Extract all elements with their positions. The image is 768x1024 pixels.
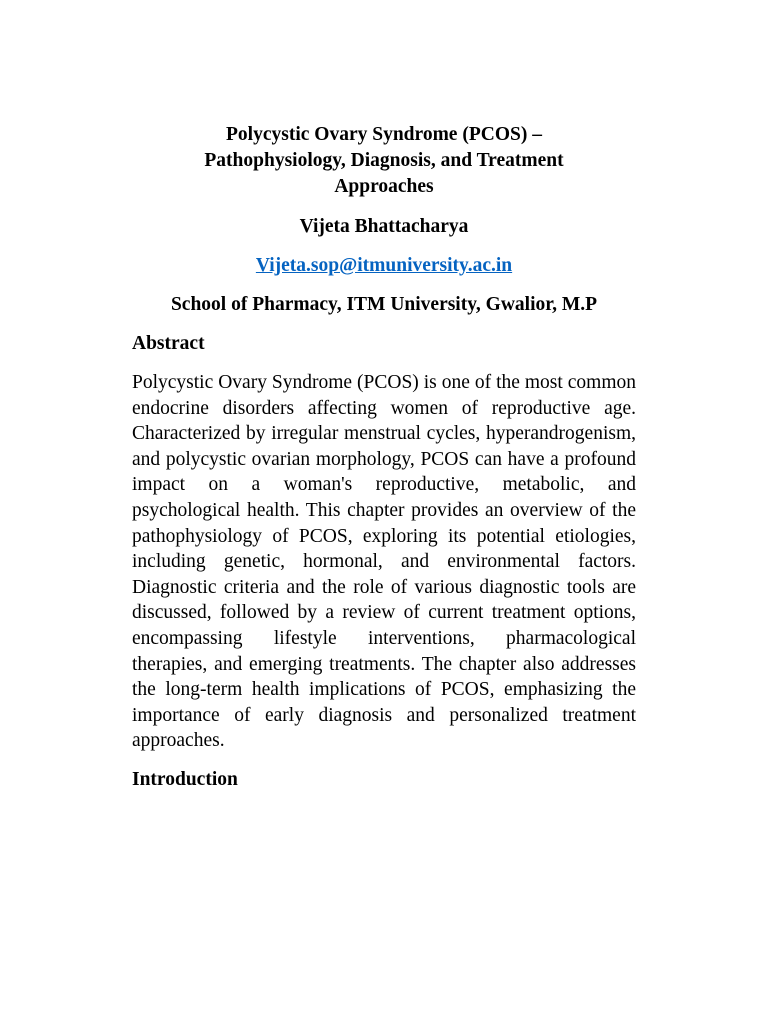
title-line: Polycystic Ovary Syndrome (PCOS) – <box>226 124 542 145</box>
author-name: Vijeta Bhattacharya <box>299 216 469 237</box>
title-line: Pathophysiology, Diagnosis, and Treatment <box>204 150 564 171</box>
document-page <box>132 122 636 793</box>
introduction-heading: Introduction <box>132 768 238 790</box>
author-affiliation: School of Pharmacy, ITM University, Gwalior, M.P <box>170 294 598 315</box>
abstract-paragraph: Polycystic Ovary Syndrome (PCOS) is one of the most common endocrine disorders affecting women of reproductive age. Characterized by irregular menstrual cycles, hyperandrogenism, and polycystic ovarian morphology, PCOS can have a profound impact on a woman's reproductive, metabolic, and psychological health. This chapter provides an overview of the pathophysiology of PCOS, exploring its potential etiologies, including genetic, hormonal, and environmental factors. Diagnostic criteria and the role of various diagnostic tools are discussed, followed by a review of current treatment options, encompassing lifestyle interventions, pharmacological therapies, and emerging treatments. The chapter also addresses the long-term health implications of PCOS, emphasizing the importance of early diagnosis and personalized treatment approaches. <box>132 372 636 752</box>
document-title <box>132 122 636 200</box>
email-link[interactable]: Vijeta.sop@itmuniversity.ac.in <box>255 255 513 276</box>
author-email <box>132 253 636 279</box>
abstract-heading: Abstract <box>132 333 205 354</box>
title-line: Approaches <box>334 176 434 197</box>
